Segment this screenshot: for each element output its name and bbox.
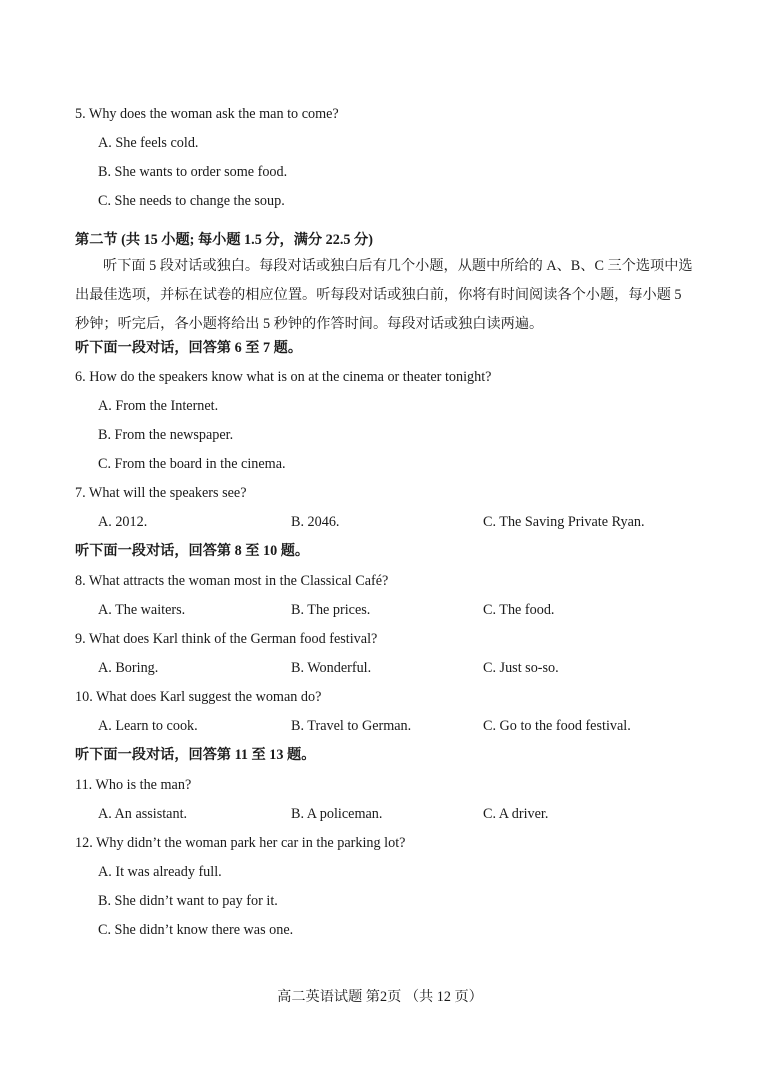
q9-option-b: B. Wonderful. (291, 660, 372, 676)
question-7: 7. What will the speakers see? (75, 485, 247, 501)
q12-option-a: A. It was already full. (98, 864, 222, 880)
q5-option-b: B. She wants to order some food. (98, 164, 288, 180)
group-heading-11-13: 听下面一段对话，回答第 11 至 13 题。 (75, 747, 316, 763)
section-2-heading: 第二节 (共 15 小题; 每小题 1.5 分，满分 22.5 分) (75, 232, 373, 248)
q6-option-c: C. From the board in the cinema. (98, 456, 286, 472)
q7-option-a: A. 2012. (98, 514, 148, 530)
q9-option-a: A. Boring. (98, 660, 159, 676)
q12-option-b: B. She didn’t want to pay for it. (98, 893, 278, 909)
q8-option-b: B. The prices. (291, 602, 371, 618)
question-8: 8. What attracts the woman most in the Classical Café? (75, 573, 389, 589)
q11-option-c: C. A driver. (483, 806, 549, 822)
question-11: 11. Who is the man? (75, 777, 192, 793)
q9-option-c: C. Just so-so. (483, 660, 559, 676)
question-10: 10. What does Karl suggest the woman do? (75, 689, 322, 705)
q11-option-a: A. An assistant. (98, 806, 188, 822)
page-footer: 高二英语试题 第2页 （共 12 页） (277, 989, 483, 1005)
q10-option-b: B. Travel to German. (291, 718, 412, 734)
question-9: 9. What does Karl think of the German food festival? (75, 631, 378, 647)
q8-option-c: C. The food. (483, 602, 555, 618)
q10-option-c: C. Go to the food festival. (483, 718, 631, 734)
group-heading-6-7: 听下面一段对话，回答第 6 至 7 题。 (75, 340, 303, 356)
question-12: 12. Why didn’t the woman park her car in the parking lot? (75, 835, 406, 851)
q11-option-b: B. A policeman. (291, 806, 383, 822)
q5-option-c: C. She needs to change the soup. (98, 193, 285, 209)
q7-option-b: B. 2046. (291, 514, 340, 530)
q5-option-a: A. She feels cold. (98, 135, 199, 151)
section-2-instructions (75, 252, 697, 339)
q7-option-c: C. The Saving Private Ryan. (483, 514, 645, 530)
q6-option-a: A. From the Internet. (98, 398, 219, 414)
question-5: 5. Why does the woman ask the man to come? (75, 106, 339, 122)
q8-option-a: A. The waiters. (98, 602, 186, 618)
q12-option-c: C. She didn’t know there was one. (98, 922, 294, 938)
section-2-instructions-text: 听下面 5 段对话或独白。每段对话或独白后有几个小题，从题中所给的 A、B、C 三个选项中选出最佳选项，并标在试卷的相应位置。听每段对话或独白前，你将有时间阅读各个小题，每小题 5 秒钟；听完后，各小题将给出 5 秒钟的作答时间。每段对话或独白读两遍。 (75, 258, 693, 332)
q10-option-a: A. Learn to cook. (98, 718, 198, 734)
q6-option-b: B. From the newspaper. (98, 427, 234, 443)
question-6: 6. How do the speakers know what is on at the cinema or theater tonight? (75, 369, 492, 385)
group-heading-8-10: 听下面一段对话，回答第 8 至 10 题。 (75, 543, 310, 559)
